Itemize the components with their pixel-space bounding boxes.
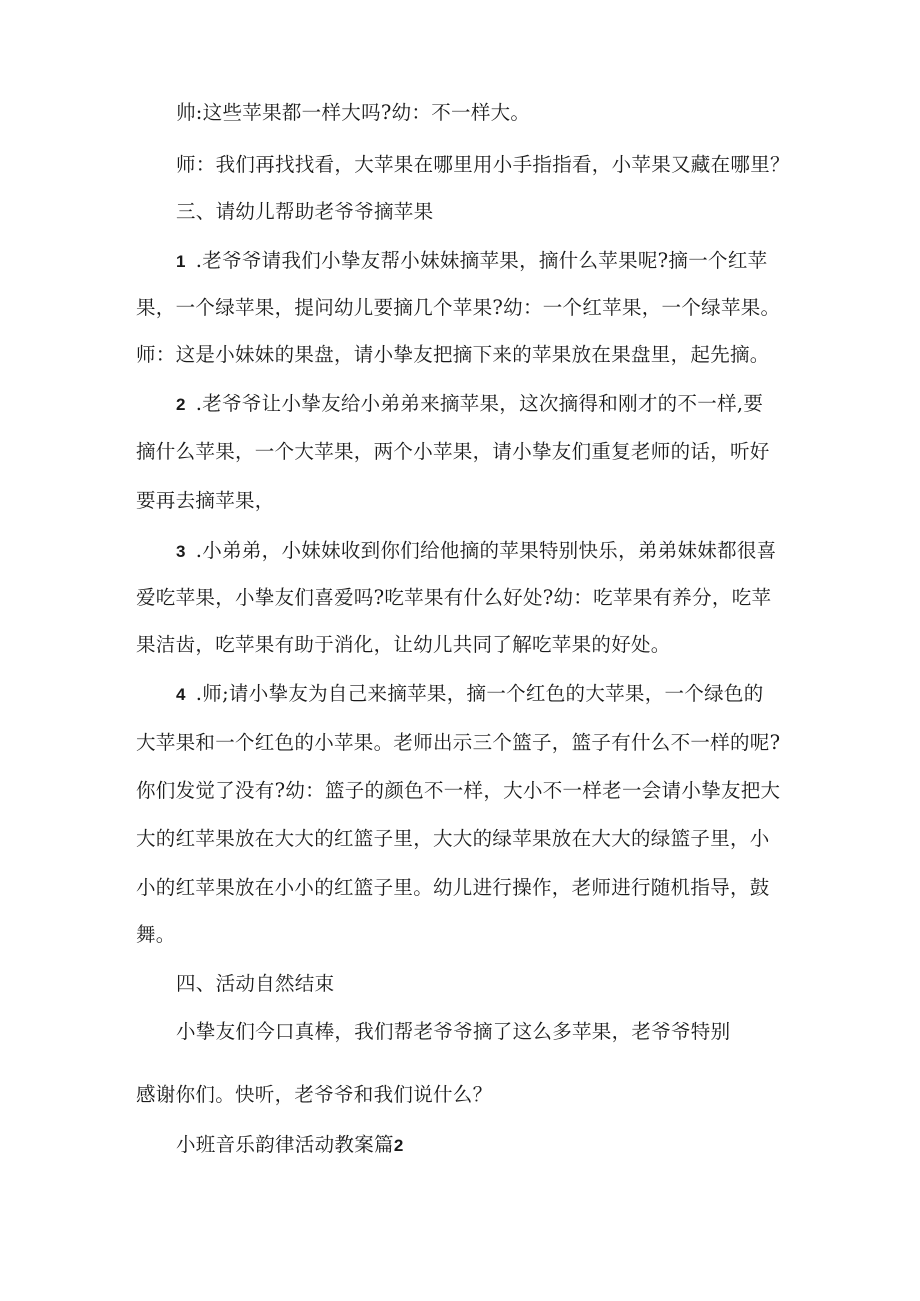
text-line: 大苹果和一个红色的小苹果。老师出示三个篮子，篮子有什么不一样的呢? (136, 731, 781, 754)
section-heading: 三、请幼儿帮助老爷爷摘苹果 (176, 200, 434, 223)
list-number: 4 (176, 685, 186, 704)
text-line: 小的红苹果放在小小的红篮子里。幼儿进行操作，老师进行随机指导，鼓 (136, 876, 770, 899)
list-item: 4 .师;请小挚友为自己来摘苹果，摘一个红色的大苹果，一个绿色的 (176, 682, 764, 705)
text-line: 师：这是小妹妹的果盘，请小挚友把摘下来的苹果放在果盘里，起先摘。 (136, 343, 770, 366)
list-item: 1 .老爷爷请我们小挚友帮小妹妹摘苹果，摘什么苹果呢?摘一个红苹 (176, 249, 768, 272)
text-line: 爱吃苹果，小挚友们喜爱吗?吃苹果有什么好处?幼：吃苹果有养分，吃苹 (136, 586, 772, 609)
list-item: 2 .老爷爷让小挚友给小弟弟来摘苹果，这次摘得和刚才的不一样,要 (176, 392, 764, 415)
text-line: 感谢你们。快听，老爷爷和我们说什么？ (136, 1083, 493, 1106)
text-line: 要再去摘苹果， (136, 489, 275, 512)
section-title: 小班音乐韵律活动教案篇2 (176, 1133, 404, 1156)
text-line: 果，一个绿苹果，提问幼儿要摘几个苹果?幼：一个红苹果，一个绿苹果。 (136, 296, 781, 319)
list-number: 1 (176, 252, 186, 271)
text-line: 果洁齿，吃苹果有助于消化，让幼儿共同了解吃苹果的好处。 (136, 633, 671, 656)
text-line: 舞。 (136, 923, 176, 946)
text-line: 摘什么苹果，一个大苹果，两个小苹果，请小挚友们重复老师的话，听好 (136, 440, 770, 463)
list-number: 3 (176, 542, 186, 561)
list-item: 3 .小弟弟，小妹妹收到你们给他摘的苹果特别快乐，弟弟妹妹都很喜 (176, 539, 777, 562)
text-line: 大的红苹果放在大大的红篮子里，大大的绿苹果放在大大的绿篮子里，小 (136, 827, 770, 850)
text-line: 小挚友们今口真棒，我们帮老爷爷摘了这么多苹果，老爷爷特别 (176, 1020, 731, 1043)
text-line: 师：我们再找找看，大苹果在哪里用小手指指看，小苹果又藏在哪里？ (176, 153, 790, 176)
text-line: 帅:这些苹果都一样大吗?幼：不一样大。 (176, 101, 531, 124)
list-number: 2 (176, 395, 186, 414)
section-heading: 四、活动自然结束 (176, 972, 335, 995)
text-line: 你们发觉了没有?幼：篮子的颜色不一样，大小不一样老一会请小挚友把大 (136, 779, 781, 802)
